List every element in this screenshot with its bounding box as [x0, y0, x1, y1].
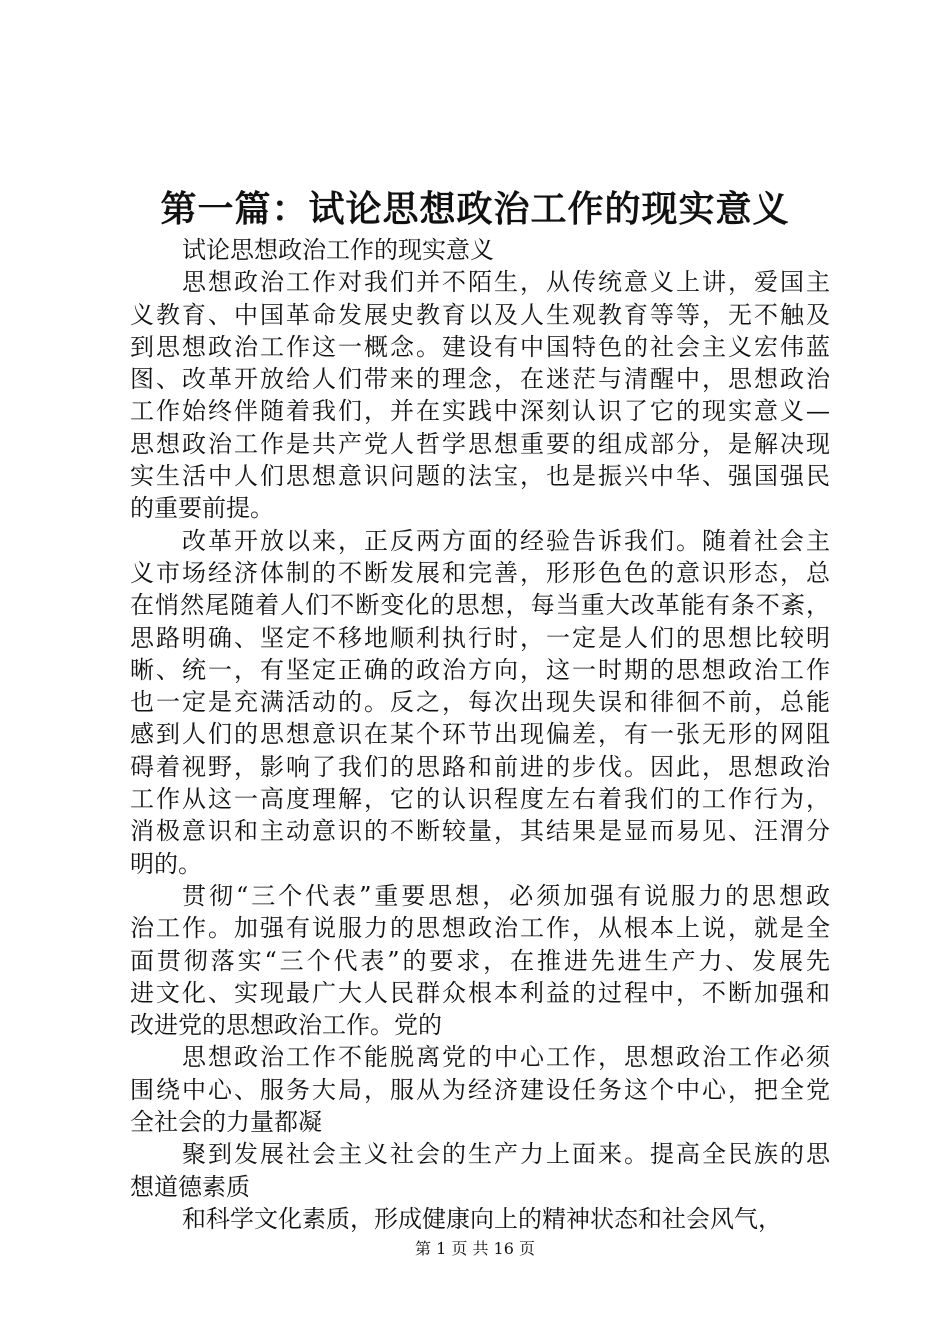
paragraph-line: 工作从这一高度理解，它的认识程度左右着我们的工作行为，	[130, 785, 830, 814]
paragraph-line: 治工作。加强有说服力的思想政治工作，从根本上说，就是全	[130, 914, 830, 943]
paragraph-line: 图、改革开放给人们带来的理念，在迷茫与清醒中，思想政治	[130, 365, 830, 394]
paragraph-line: 义市场经济体制的不断发展和完善，形形色色的意识形态，总	[130, 558, 830, 587]
paragraph-line: 改革开放以来，正反两方面的经验告诉我们。随着社会主	[182, 526, 830, 555]
paragraph-line: 面贯彻落实“三个代表”的要求，在推进先进生产力、发展先	[130, 946, 830, 975]
page-footer: 第 1 页 共 16 页	[415, 1239, 535, 1258]
paragraph-line: 思路明确、坚定不移地顺利执行时，一定是人们的思想比较明	[130, 623, 830, 652]
paragraph-line: 试论思想政治工作的现实意义	[182, 236, 494, 264]
paragraph-line: 贯彻“三个代表”重要思想，必须加强有说服力的思想政	[182, 881, 830, 910]
paragraph-line: 全社会的力量都凝	[130, 1108, 322, 1137]
paragraph-line: 工作始终伴随着我们，并在实践中深刻认识了它的现实意义—	[130, 397, 830, 426]
paragraph-line: 思想政治工作是共产党人哲学思想重要的组成部分，是解决现	[130, 429, 830, 458]
paragraph-line: 的重要前提。	[130, 494, 274, 523]
paragraph-line: 想道德素质	[130, 1172, 250, 1201]
paragraph	[130, 880, 830, 1041]
paragraph-line: 到思想政治工作这一概念。建设有中国特色的社会主义宏伟蓝	[130, 332, 830, 361]
paragraph-line: 晰、统一，有坚定正确的政治方向，这一时期的思想政治工作	[130, 655, 830, 684]
paragraph-line: 进文化、实现最广大人民群众根本利益的过程中，不断加强和	[130, 978, 830, 1007]
paragraph-line: 改进党的思想政治工作。党的	[130, 1011, 442, 1040]
paragraph-line: 和科学文化素质，形成健康向上的精神状态和社会风气，	[182, 1204, 782, 1233]
paragraph-line: 聚到发展社会主义社会的生产力上面来。提高全民族的思	[182, 1140, 830, 1169]
document-title: 第一篇：试论思想政治工作的现实意义	[160, 188, 790, 230]
paragraph-line: 在悄然尾随着人们不断变化的思想，每当重大改革能有条不紊，	[130, 591, 830, 620]
document-body	[130, 234, 830, 1235]
paragraph-line: 义教育、中国革命发展史教育以及人生观教育等等，无不触及	[130, 300, 830, 329]
paragraph-line: 感到人们的思想意识在某个环节出现偏差，有一张无形的网阻	[130, 720, 830, 749]
paragraph	[130, 1041, 830, 1138]
paragraph-line: 思想政治工作对我们并不陌生，从传统意义上讲，爱国主	[182, 268, 830, 297]
paragraph	[130, 266, 830, 524]
paragraph	[130, 525, 830, 880]
paragraph	[130, 1138, 830, 1203]
paragraph	[130, 234, 830, 266]
paragraph-line: 碍着视野，影响了我们的思路和前进的步伐。因此，思想政治	[130, 752, 830, 781]
paragraph-line: 思想政治工作不能脱离党的中心工作，思想政治工作必须	[182, 1043, 830, 1072]
paragraph-line: 消极意识和主动意识的不断较量，其结果是显而易见、汪渭分	[130, 817, 830, 846]
paragraph	[130, 1203, 830, 1235]
paragraph-line: 明的。	[130, 849, 202, 878]
paragraph-line: 也一定是充满活动的。反之，每次出现失误和徘徊不前，总能	[130, 688, 830, 717]
paragraph-line: 围绕中心、服务大局，服从为经济建设任务这个中心，把全党	[130, 1075, 830, 1104]
paragraph-line: 实生活中人们思想意识问题的法宝，也是振兴中华、强国强民	[130, 462, 830, 491]
